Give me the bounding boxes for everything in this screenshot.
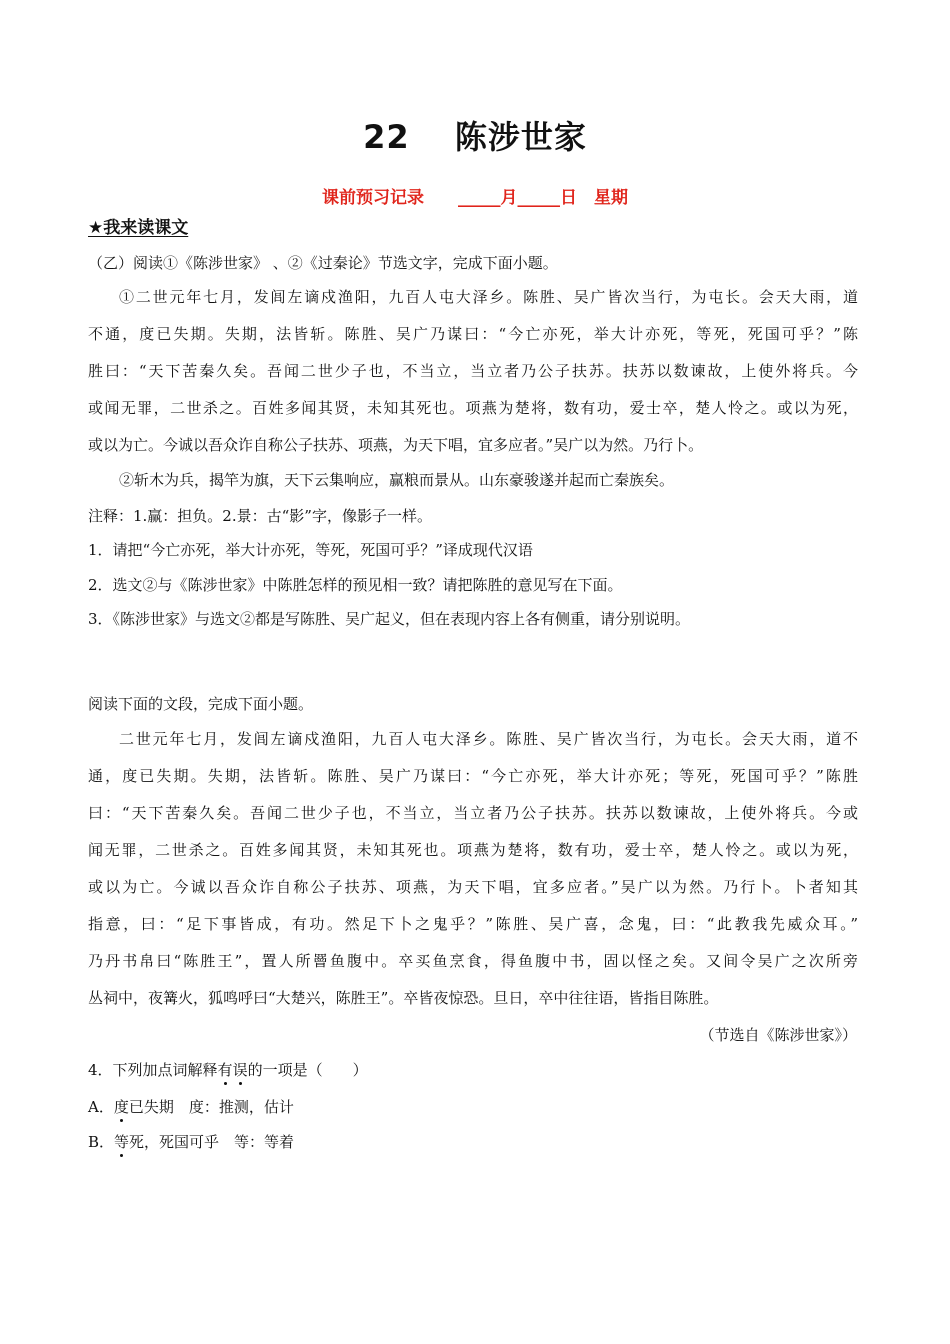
part2-passage-line: 曰：“天下苦秦久矣。吾闻二世少子也，不当立，当立者乃公子扶苏。扶苏以数谏故，上使外将兵。今或	[88, 804, 858, 822]
option-b-label: B．	[88, 1133, 115, 1151]
option-a-text: 已失期 度：推测，估计	[128, 1098, 294, 1116]
part1-passage-line: ①二世元年七月，发闾左谪戍渔阳，九百人屯大泽乡。陈胜、吴广皆次当行，为屯长。会天大雨，道	[119, 288, 858, 306]
part1-intro: （乙）阅读①《陈涉世家》 、②《过秦论》节选文字，完成下面小题。	[88, 254, 558, 272]
option-a-label: A．	[88, 1098, 114, 1116]
part1-notes: 注释：1.赢：担负。2.景：古“影”字，像影子一样。	[88, 507, 432, 525]
question-4-prefix: 4．下列加点词解释	[88, 1061, 218, 1079]
part2-passage-line: 闻无罪，二世杀之。百姓多闻其贤，未知其死也。项燕为楚将，数有功，爱士卒，楚人怜之。或以为死，	[88, 841, 858, 859]
part1-passage-line: 或闻无罪，二世杀之。百姓多闻其贤，未知其死也。项燕为楚将，数有功，爱士卒，楚人怜之。或以为死，	[88, 399, 858, 417]
section-heading: ★我来读课文	[88, 218, 189, 238]
option-b	[88, 1132, 294, 1152]
part1-passage2: ②斩木为兵，揭竿为旗，天下云集响应，赢粮而景从。山东豪骏遂并起而亡秦族矣。	[119, 471, 675, 489]
preview-record-line: 课前预习记录 _____月_____日 星期	[322, 188, 628, 208]
part1-passage-line: 不通，度已失期。失期，法皆斩。陈胜、吴广乃谋曰：“今亡亦死，举大计亦死，等死，死国可乎？”陈	[88, 325, 858, 343]
dotted-word: 误	[232, 1061, 248, 1079]
question-2: 2．选文②与《陈涉世家》中陈胜怎样的预见相一致？请把陈胜的意见写在下面。	[88, 576, 623, 594]
part2-passage-line: 乃丹书帛曰“陈胜王”，置人所罾鱼腹中。卒买鱼烹食，得鱼腹中书，固以怪之矣。又间令吴广之次所旁	[88, 952, 858, 970]
dotted-word: 等	[114, 1133, 130, 1151]
question-1: 1．请把“今亡亦死，举大计亦死，等死，死国可乎？”译成现代汉语	[88, 541, 533, 559]
page-title: 22 陈涉世家	[363, 118, 587, 156]
part2-passage-line: 通，度已失期。失期，法皆斩。陈胜、吴广乃谋曰：“今亡亦死，举大计亦死；等死，死国可乎？”陈胜	[88, 767, 858, 785]
part2-intro: 阅读下面的文段，完成下面小题。	[88, 695, 314, 713]
dotted-word: 度	[113, 1098, 129, 1116]
part2-passage-line: 指意，曰：“足下事皆成，有功。然足下卜之鬼乎？”陈胜、吴广喜，念鬼，曰：“此教我先威众耳。”	[88, 915, 858, 933]
question-3: 3．《陈涉世家》与选文②都是写陈胜、吴广起义，但在表现内容上各有侧重，请分别说明。	[88, 610, 691, 628]
option-a	[88, 1097, 294, 1117]
part2-passage-line: 或以为亡。今诚以吾众诈自称公子扶苏、项燕，为天下唱，宜多应者。”吴广以为然。乃行卜。卜者知其	[88, 878, 858, 896]
part2-source: （节选自《陈涉世家》）	[699, 1026, 857, 1044]
question-4	[88, 1060, 368, 1080]
question-4-suffix: 的一项是（ ）	[247, 1061, 368, 1079]
part2-passage-line: 丛祠中，夜篝火，狐鸣呼曰“大楚兴，陈胜王”。卒皆夜惊恐。旦日，卒中往往语，皆指目陈胜。	[88, 989, 719, 1007]
option-b-text: 死，死国可乎 等：等着	[129, 1133, 295, 1151]
part2-passage-line: 二世元年七月，发闾左谪戍渔阳，九百人屯大泽乡。陈胜、吴广皆次当行，为屯长。会天大雨，道不	[119, 730, 858, 748]
part1-passage-line: 或以为亡。今诚以吾众诈自称公子扶苏、项燕，为天下唱，宜多应者。”吴广以为然。乃行卜。	[88, 436, 704, 454]
part1-passage-line: 胜曰：“天下苦秦久矣。吾闻二世少子也，不当立，当立者乃公子扶苏。扶苏以数谏故，上使外将兵。今	[88, 362, 858, 380]
dotted-word: 有	[217, 1061, 233, 1079]
